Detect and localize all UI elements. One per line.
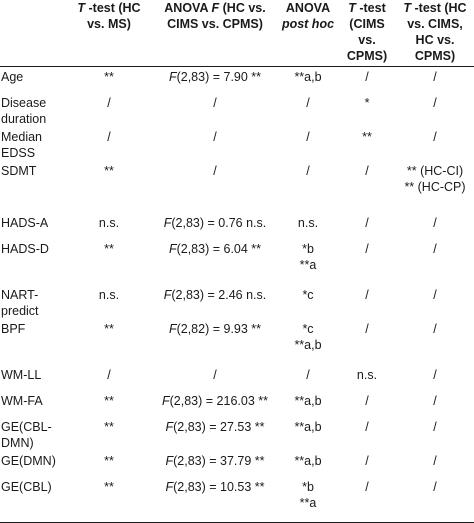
- cell-posthoc: /: [306, 367, 310, 382]
- header-row: [0, 0, 474, 67]
- f-value: (2,83) = 7.90 **: [176, 70, 262, 84]
- cell-ttest-hc-ms: **: [104, 163, 114, 178]
- cell-ttest-hc-ms: **: [104, 241, 114, 256]
- cell-ttest-cims-cpms: /: [365, 70, 369, 84]
- cell-anova-f: [152, 319, 278, 365]
- cell-ttest-hc-ms: /: [107, 129, 111, 144]
- f-symbol: F: [165, 419, 174, 434]
- f-symbol: F: [168, 241, 177, 256]
- cell-ttest-hc-groups: /: [433, 453, 437, 468]
- cell-anova-f: [152, 285, 278, 319]
- row-label: GE(CBL): [1, 479, 52, 494]
- cell-anova-f: [152, 161, 278, 213]
- table-row: [0, 365, 474, 391]
- cell-ttest-cims-cpms: **: [362, 129, 372, 144]
- cell-ttest-hc-groups: /: [433, 129, 437, 144]
- table-row: [0, 67, 474, 93]
- header-anova-f: ANOVA F (HC vs. CIMS vs. CPMS): [164, 1, 266, 31]
- cell-ttest-cims-cpms: /: [365, 419, 369, 434]
- cell-ttest-hc-ms: **: [104, 453, 114, 468]
- cell-ttest-cims-cpms: /: [365, 393, 369, 408]
- f-symbol: F: [168, 321, 177, 336]
- row-label: Disease duration: [1, 95, 47, 126]
- table-row: [0, 319, 474, 365]
- f-value: /: [213, 367, 217, 382]
- table-row: [0, 477, 474, 523]
- row-label: Age: [1, 70, 24, 84]
- header-ttest-hc-groups: T -test (HC vs. CIMS, HC vs. CPMS): [403, 1, 467, 63]
- cell-ttest-hc-ms: n.s.: [98, 215, 120, 230]
- cell-ttest-hc-ms: **: [104, 393, 114, 408]
- table-row: [0, 127, 474, 161]
- cell-posthoc: **a,b: [294, 453, 322, 468]
- row-label: GE(CBL-DMN): [1, 419, 52, 450]
- cell-anova-f: [152, 213, 278, 239]
- cell-ttest-hc-ms: **: [104, 321, 114, 336]
- table-row: [0, 213, 474, 239]
- cell-ttest-cims-cpms: /: [365, 479, 369, 494]
- cell-anova-f: [152, 365, 278, 391]
- cell-ttest-cims-cpms: /: [365, 215, 369, 230]
- row-label: GE(DMN): [1, 453, 56, 468]
- f-value: (2,83) = 10.53 **: [173, 479, 265, 494]
- cell-posthoc: *c **a,b: [294, 321, 322, 352]
- f-symbol: F: [165, 479, 174, 494]
- row-label: HADS-D: [1, 241, 49, 256]
- cell-anova-f: [152, 477, 278, 523]
- table-row: [0, 239, 474, 285]
- f-symbol: F: [162, 393, 170, 408]
- f-value: (2,83) = 6.04 **: [176, 241, 262, 256]
- cell-ttest-cims-cpms: /: [365, 241, 369, 256]
- cell-posthoc: /: [306, 129, 310, 144]
- f-value: (2,83) = 0.76 n.s.: [171, 215, 267, 230]
- cell-ttest-hc-groups: /: [433, 95, 437, 110]
- table-row: [0, 93, 474, 127]
- cell-ttest-hc-groups: ** (HC-CI) ** (HC-CP): [404, 163, 466, 194]
- cell-posthoc: **a,b: [294, 393, 322, 408]
- cell-anova-f: [152, 127, 278, 161]
- cell-anova-f: [152, 417, 278, 451]
- cell-ttest-hc-ms: **: [104, 419, 114, 434]
- cell-posthoc: **a,b: [294, 70, 322, 84]
- cell-ttest-hc-groups: /: [433, 287, 437, 302]
- row-label: SDMT: [1, 163, 37, 178]
- cell-anova-f: [152, 451, 278, 477]
- f-symbol: F: [163, 287, 172, 302]
- cell-ttest-cims-cpms: /: [365, 287, 369, 302]
- cell-anova-f: [152, 93, 278, 127]
- f-symbol: F: [163, 215, 172, 230]
- table-row: [0, 451, 474, 477]
- row-label: WM-LL: [1, 367, 42, 382]
- cell-ttest-hc-groups: /: [433, 241, 437, 256]
- f-value: /: [213, 163, 217, 178]
- cell-ttest-cims-cpms: *: [364, 95, 370, 110]
- f-value: (2,83) = 2.46 n.s.: [171, 287, 267, 302]
- cell-posthoc: /: [306, 95, 310, 110]
- header-ttest-cims-cpms: T -test (CIMS vs. CPMS): [346, 1, 388, 63]
- cell-anova-f: [152, 391, 278, 417]
- cell-ttest-hc-groups: /: [433, 321, 437, 336]
- row-label: Median EDSS: [1, 129, 42, 160]
- cell-anova-f: [152, 239, 278, 285]
- cell-ttest-hc-groups: /: [433, 367, 437, 382]
- table-row: [0, 391, 474, 417]
- row-label: NART-predict: [1, 287, 39, 318]
- cell-posthoc: *b **a: [299, 479, 317, 510]
- cell-ttest-hc-ms: **: [104, 70, 114, 84]
- cell-posthoc: *c: [302, 287, 314, 302]
- header-anova-posthoc: ANOVA post hoc: [281, 1, 335, 31]
- cell-posthoc: **a,b: [294, 419, 322, 434]
- f-value: /: [213, 95, 217, 110]
- f-value: (2,83) = 37.79 **: [173, 453, 265, 468]
- cell-anova-f: [152, 67, 278, 93]
- cell-posthoc: *b **a: [299, 241, 317, 272]
- table-row: [0, 417, 474, 451]
- cell-ttest-hc-ms: /: [107, 95, 111, 110]
- row-label: BPF: [1, 321, 26, 336]
- row-label: HADS-A: [1, 215, 49, 230]
- cell-ttest-hc-ms: /: [107, 367, 111, 382]
- cell-ttest-hc-groups: /: [433, 393, 437, 408]
- cell-ttest-cims-cpms: /: [365, 453, 369, 468]
- cell-ttest-cims-cpms: /: [365, 163, 369, 178]
- cell-ttest-hc-ms: n.s.: [98, 287, 120, 302]
- f-symbol: F: [165, 453, 174, 468]
- cell-posthoc: n.s.: [297, 215, 319, 230]
- cell-ttest-hc-groups: /: [433, 70, 437, 84]
- table-row: [0, 285, 474, 319]
- cell-posthoc: /: [306, 163, 310, 178]
- cell-ttest-cims-cpms: /: [365, 321, 369, 336]
- f-value: (2,82) = 9.93 **: [176, 321, 262, 336]
- row-label: WM-FA: [1, 393, 43, 408]
- cell-ttest-cims-cpms: n.s.: [356, 367, 378, 382]
- f-value: (2,83) = 216.03 **: [169, 393, 268, 408]
- cell-ttest-hc-groups: /: [433, 479, 437, 494]
- cell-ttest-hc-groups: /: [433, 419, 437, 434]
- f-value: (2,83) = 27.53 **: [173, 419, 265, 434]
- table-row: [0, 161, 474, 213]
- header-variable: [0, 0, 66, 67]
- f-value: /: [213, 129, 217, 144]
- cell-ttest-hc-ms: **: [104, 479, 114, 494]
- cell-ttest-hc-groups: /: [433, 215, 437, 230]
- header-ttest-hc-ms: T -test (HC vs. MS): [77, 1, 141, 31]
- f-symbol: F: [168, 70, 177, 84]
